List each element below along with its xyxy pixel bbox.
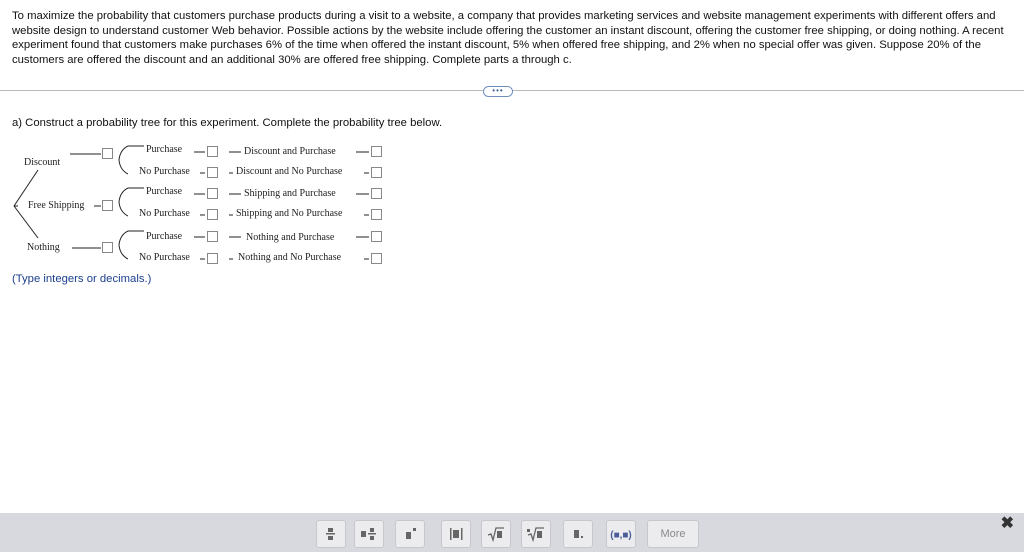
node-label-discount: Discount (24, 157, 61, 168)
input-hint: (Type integers or decimals.) (12, 273, 152, 285)
square-root-button[interactable] (481, 520, 511, 548)
prob-input-no-purchase-given-shipping[interactable] (207, 209, 218, 220)
ordered-pair-button[interactable] (606, 520, 636, 548)
nth-root-icon (522, 521, 550, 547)
fraction-button[interactable] (316, 520, 346, 548)
mixed-number-icon (355, 521, 383, 547)
probability-tree (0, 138, 400, 270)
prob-input-no-purchase-given-nothing[interactable] (207, 253, 218, 264)
problem-statement: To maximize the probability that customers purchase products during a visit to a website, a company that provides marketing services and website management experiments with different offers and website design to understand customer Web behavior. Possible actions by the website include offering the customer an instant discount, offering the customer free shipping, or doing nothing. A recent experiment found that customers make purchases 6% of the time when offered the instant discount, 5% when offered free shipping, and 2% when no special offer was given. Suppose 20% of the customers are offered the discount and an additional 30% are offered free shipping. Complete parts a through c. (12, 10, 1004, 66)
joint-label-nothing-no-purchase: Nothing and No Purchase (238, 252, 342, 263)
joint-input-shipping-no-purchase[interactable] (371, 209, 382, 220)
branch-label-no-purchase: No Purchase (139, 252, 190, 263)
joint-input-nothing-no-purchase[interactable] (371, 253, 382, 264)
node-label-nothing: Nothing (27, 242, 60, 253)
joint-label-discount-no-purchase: Discount and No Purchase (236, 166, 343, 177)
close-icon[interactable]: ✖ (1000, 515, 1014, 532)
prob-input-purchase-given-discount[interactable] (207, 146, 218, 157)
question-part-a: a) Construct a probability tree for this experiment. Complete the probability tree below. (12, 117, 443, 129)
branch-label-no-purchase: No Purchase (139, 166, 190, 177)
square-root-icon (482, 521, 510, 547)
absolute-value-icon (442, 521, 470, 547)
absolute-value-button[interactable] (441, 520, 471, 548)
joint-input-shipping-purchase[interactable] (371, 188, 382, 199)
more-button[interactable]: More (647, 520, 699, 548)
expand-button[interactable]: ••• (483, 86, 513, 97)
branch-label-purchase: Purchase (146, 186, 183, 197)
prob-input-no-purchase-given-discount[interactable] (207, 167, 218, 178)
prob-input-discount[interactable] (102, 148, 113, 159)
node-label-free-shipping: Free Shipping (28, 200, 85, 211)
branch-label-purchase: Purchase (146, 144, 183, 155)
decimal-icon (564, 521, 592, 547)
svg-text:(■,■): (■,■) (610, 530, 632, 541)
joint-label-nothing-purchase: Nothing and Purchase (246, 232, 335, 243)
fraction-icon (317, 521, 345, 547)
exponent-icon (396, 521, 424, 547)
prob-input-nothing[interactable] (102, 242, 113, 253)
math-toolbar (0, 513, 1024, 552)
nth-root-button[interactable] (521, 520, 551, 548)
joint-input-nothing-purchase[interactable] (371, 231, 382, 242)
prob-input-purchase-given-shipping[interactable] (207, 188, 218, 199)
branch-label-purchase: Purchase (146, 231, 183, 242)
joint-input-discount-no-purchase[interactable] (371, 167, 382, 178)
mixed-number-button[interactable] (354, 520, 384, 548)
joint-label-discount-purchase: Discount and Purchase (244, 146, 336, 157)
joint-label-shipping-no-purchase: Shipping and No Purchase (236, 208, 343, 219)
decimal-button[interactable] (563, 520, 593, 548)
joint-label-shipping-purchase: Shipping and Purchase (244, 188, 336, 199)
branch-label-no-purchase: No Purchase (139, 208, 190, 219)
prob-input-free-shipping[interactable] (102, 200, 113, 211)
joint-input-discount-purchase[interactable] (371, 146, 382, 157)
prob-input-purchase-given-nothing[interactable] (207, 231, 218, 242)
exponent-button[interactable] (395, 520, 425, 548)
ordered-pair-icon (607, 521, 635, 547)
